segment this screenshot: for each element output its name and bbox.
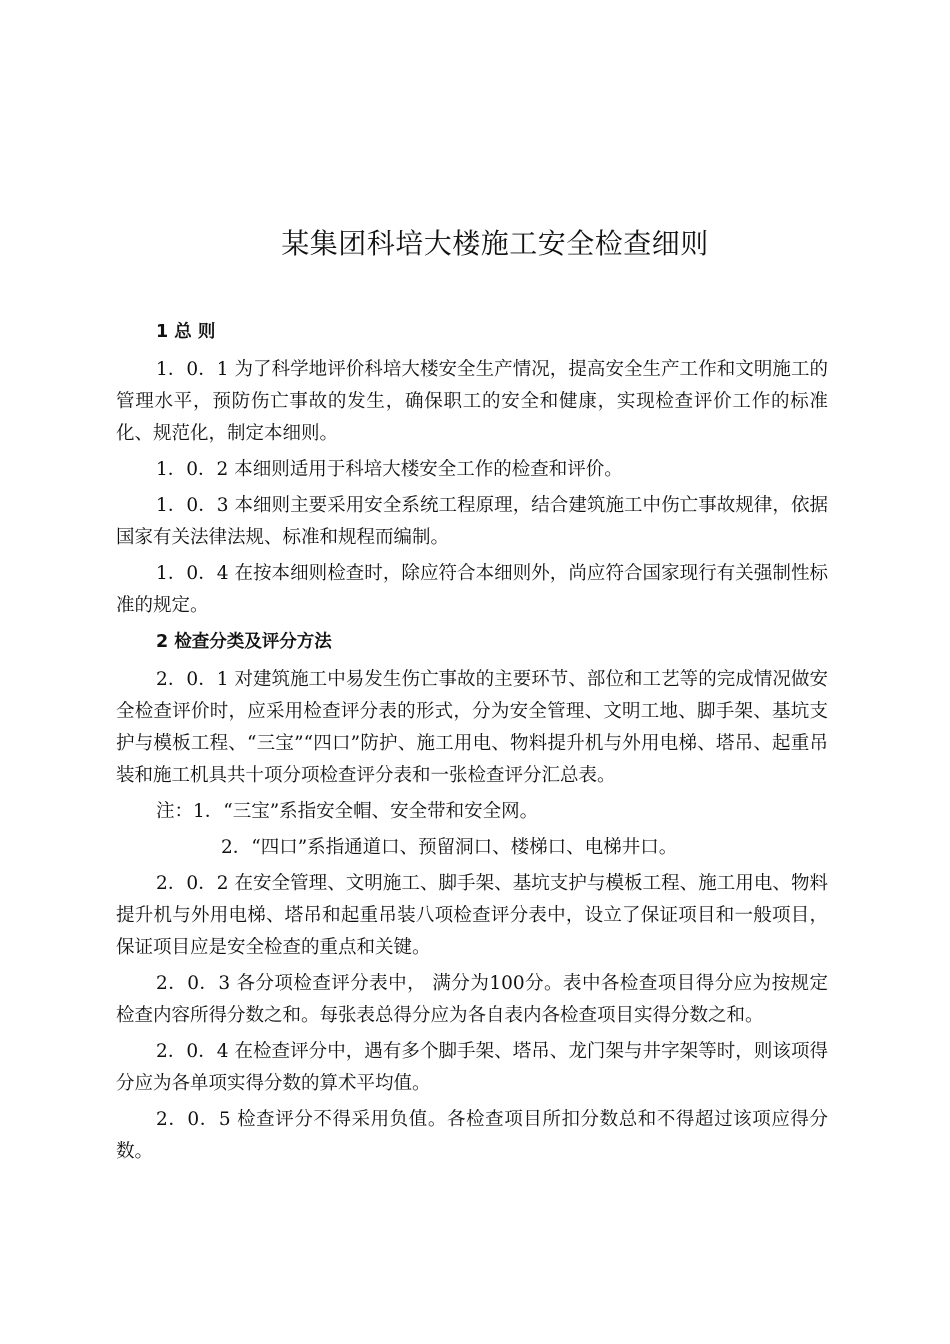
document-title: 某集团科培大楼施工安全检查细则 xyxy=(281,227,709,260)
document-body xyxy=(116,316,828,1172)
note-1: 注：1．“三宝”系指安全帽、安全带和安全网。 xyxy=(156,801,539,822)
paragraph-2-0-2: 2．0．2 在安全管理、文明施工、脚手架、基坑支护与模板工程、施工用电、物料提升机与外用电梯、塔吊和起重吊装八项检查评分表中，设立了保证项目和一般项目，保证项目应是安全检查的重点和关键。 xyxy=(116,873,828,958)
paragraph-1-0-2: 1．0．2 本细则适用于科培大楼安全工作的检查和评价。 xyxy=(156,459,623,480)
paragraph-2-0-3: 2．0．3 各分项检查评分表中， 满分为100分。表中各检查项目得分应为按规定检查内容所得分数之和。每张表总得分应为各自表内各检查项目实得分数之和。 xyxy=(116,973,828,1026)
section-heading-general: 1 总 则 xyxy=(156,322,216,342)
paragraph-1-0-1: 1．0．1 为了科学地评价科培大楼安全生产情况，提高安全生产工作和文明施工的管理水平，预防伤亡事故的发生，确保职工的安全和健康，实现检查评价工作的标准化、规范化，制定本细则。 xyxy=(116,359,828,444)
paragraph-2-0-1: 2．0．1 对建筑施工中易发生伤亡事故的主要环节、部位和工艺等的完成情况做安全检查评价时，应采用检查评分表的形式，分为安全管理、文明工地、脚手架、基坑支护与模板工程、“三宝”“四口”防护、施工用电、物料提升机与外用电梯、塔吊、起重吊装和施工机具共十项分项检查评分表和一张检查评分汇总表。 xyxy=(116,669,828,786)
note-2: 2．“四口”系指通道口、预留洞口、楼梯口、电梯井口。 xyxy=(221,837,678,858)
section-heading-inspection: 2 检查分类及评分方法 xyxy=(156,632,332,652)
paragraph-2-0-4: 2．0．4 在检查评分中，遇有多个脚手架、塔吊、龙门架与井字架等时，则该项得分应为各单项实得分数的算术平均值。 xyxy=(116,1041,828,1094)
paragraph-1-0-4: 1．0．4 在按本细则检查时，除应符合本细则外，尚应符合国家现行有关强制性标准的规定。 xyxy=(116,563,828,616)
paragraph-2-0-5: 2．0．5 检查评分不得采用负值。各检查项目所扣分数总和不得超过该项应得分数。 xyxy=(116,1109,828,1162)
paragraph-1-0-3: 1．0．3 本细则主要采用安全系统工程原理，结合建筑施工中伤亡事故规律，依据国家有关法律法规、标准和规程而编制。 xyxy=(116,495,828,548)
